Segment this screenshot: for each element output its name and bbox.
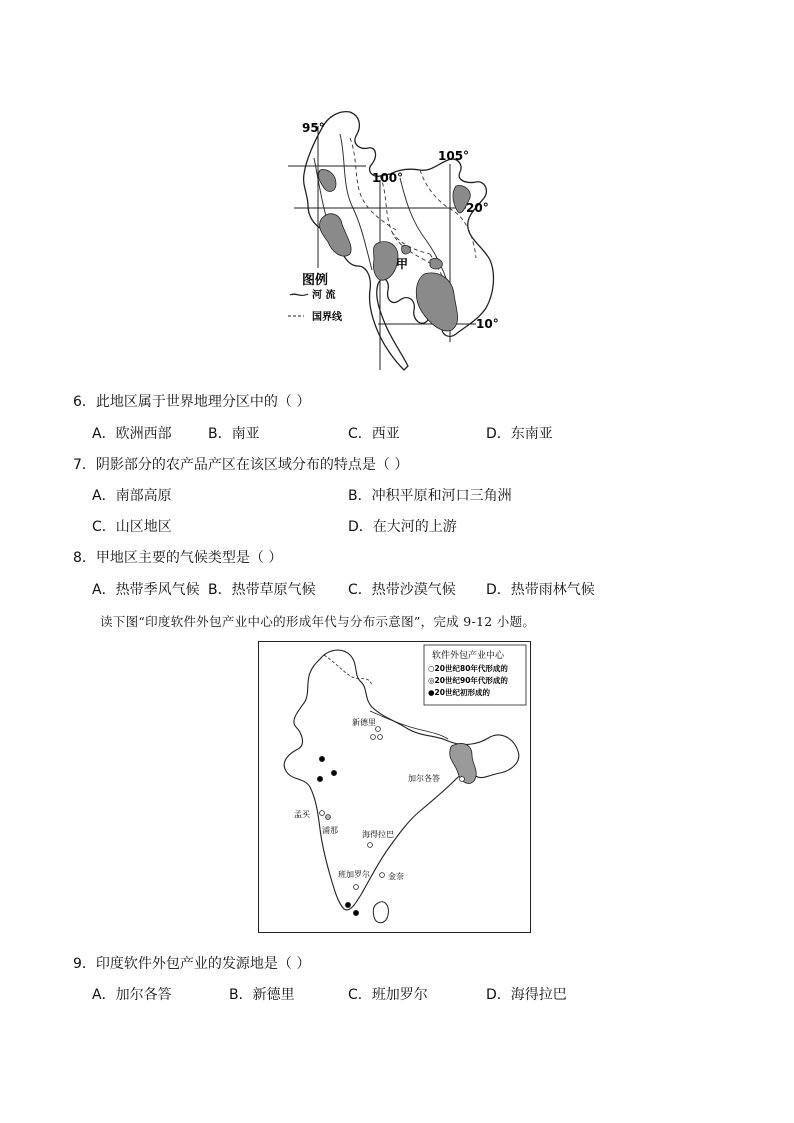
q7-option-c[interactable]: C．山区地区 bbox=[92, 519, 172, 535]
label-kolkata: 加尔各答 bbox=[408, 774, 440, 783]
q6-option-b[interactable]: B．南亚 bbox=[208, 426, 260, 442]
marker-new-2 bbox=[331, 770, 336, 775]
q8-option-c[interactable]: C．热带沙漠气候 bbox=[348, 582, 456, 598]
label-pune: 浦那 bbox=[322, 826, 338, 835]
map1-border bbox=[350, 138, 476, 306]
q7-option-a[interactable]: A．南部高原 bbox=[92, 488, 172, 504]
q9-option-b[interactable]: B．新德里 bbox=[229, 987, 295, 1003]
lat-10-label: 10° bbox=[476, 317, 499, 331]
label-bangalore: 班加罗尔 bbox=[338, 870, 370, 879]
marker-new-1 bbox=[319, 756, 324, 761]
marker-mumbai bbox=[320, 811, 325, 816]
legend-item-90s: ◎20世纪90年代形成的 bbox=[428, 676, 508, 685]
label-mumbai: 孟买 bbox=[294, 810, 310, 819]
marker-new-5 bbox=[353, 910, 358, 915]
q8-option-d[interactable]: D．热带雨林气候 bbox=[486, 582, 595, 598]
lat-20-label: 20° bbox=[466, 201, 489, 215]
question-7-stem: 7．阴影部分的农产品产区在该区域分布的特点是（ ） bbox=[73, 457, 409, 473]
q8-option-b[interactable]: B．热带草原气候 bbox=[208, 582, 316, 598]
q6-option-c[interactable]: C．西亚 bbox=[348, 426, 400, 442]
label-delhi: 新德里 bbox=[352, 718, 376, 727]
shaded-regions bbox=[318, 170, 470, 331]
marker-pune bbox=[326, 815, 331, 820]
label-hyderabad: 海得拉巴 bbox=[362, 830, 394, 839]
lon-95-label: 95° bbox=[302, 121, 325, 135]
intro-text: 读下图“印度软件外包产业中心的形成年代与分布示意图”，完成 9-12 小题。 bbox=[100, 614, 536, 629]
marker-hyderabad bbox=[368, 843, 373, 848]
lon-105-label: 105° bbox=[438, 149, 470, 163]
legend-river-label: 河 流 bbox=[312, 290, 336, 301]
label-chennai: 金奈 bbox=[388, 872, 404, 881]
q9-option-c[interactable]: C．班加罗尔 bbox=[348, 987, 428, 1003]
marker-new-4 bbox=[345, 902, 350, 907]
marker-delhi-1 bbox=[376, 727, 381, 732]
india-map bbox=[258, 641, 531, 933]
question-6-stem: 6．此地区属于世界地理分区中的（ ） bbox=[73, 394, 311, 410]
legend-item-2000s: ●20世纪初形成的 bbox=[428, 688, 490, 697]
q7-option-d[interactable]: D．在大河的上游 bbox=[348, 519, 457, 535]
lon-100-label: 100° bbox=[372, 171, 404, 185]
q7-option-b[interactable]: B．冲积平原和河口三角洲 bbox=[348, 488, 512, 504]
marker-chennai bbox=[380, 873, 385, 878]
question-8-stem: 8．甲地区主要的气候类型是（ ） bbox=[73, 550, 283, 566]
legend-border-label: 国界线 bbox=[312, 312, 342, 323]
legend-river-symbol bbox=[290, 294, 308, 295]
q6-option-d[interactable]: D．东南亚 bbox=[486, 426, 553, 442]
jia-label: 甲 bbox=[396, 257, 409, 271]
q9-option-a[interactable]: A．加尔各答 bbox=[92, 987, 172, 1003]
marker-delhi-2 bbox=[371, 735, 376, 740]
legend-title: 图例 bbox=[302, 273, 329, 288]
q8-option-a[interactable]: A．热带季风气候 bbox=[92, 582, 200, 598]
marker-delhi-3 bbox=[378, 735, 383, 740]
indochina-map bbox=[280, 98, 520, 378]
marker-bangalore bbox=[354, 885, 359, 890]
legend-item-80s: ○20世纪80年代形成的 bbox=[428, 664, 508, 673]
q6-option-a[interactable]: A．欧洲西部 bbox=[92, 426, 172, 442]
q9-option-d[interactable]: D．海得拉巴 bbox=[486, 987, 567, 1003]
marker-kolkata bbox=[460, 777, 465, 782]
legend-title: 软件外包产业中心 bbox=[432, 651, 505, 661]
marker-new-3 bbox=[317, 776, 322, 781]
question-9-stem: 9．印度软件外包产业的发源地是（ ） bbox=[73, 956, 311, 972]
sri-lanka bbox=[373, 902, 388, 923]
